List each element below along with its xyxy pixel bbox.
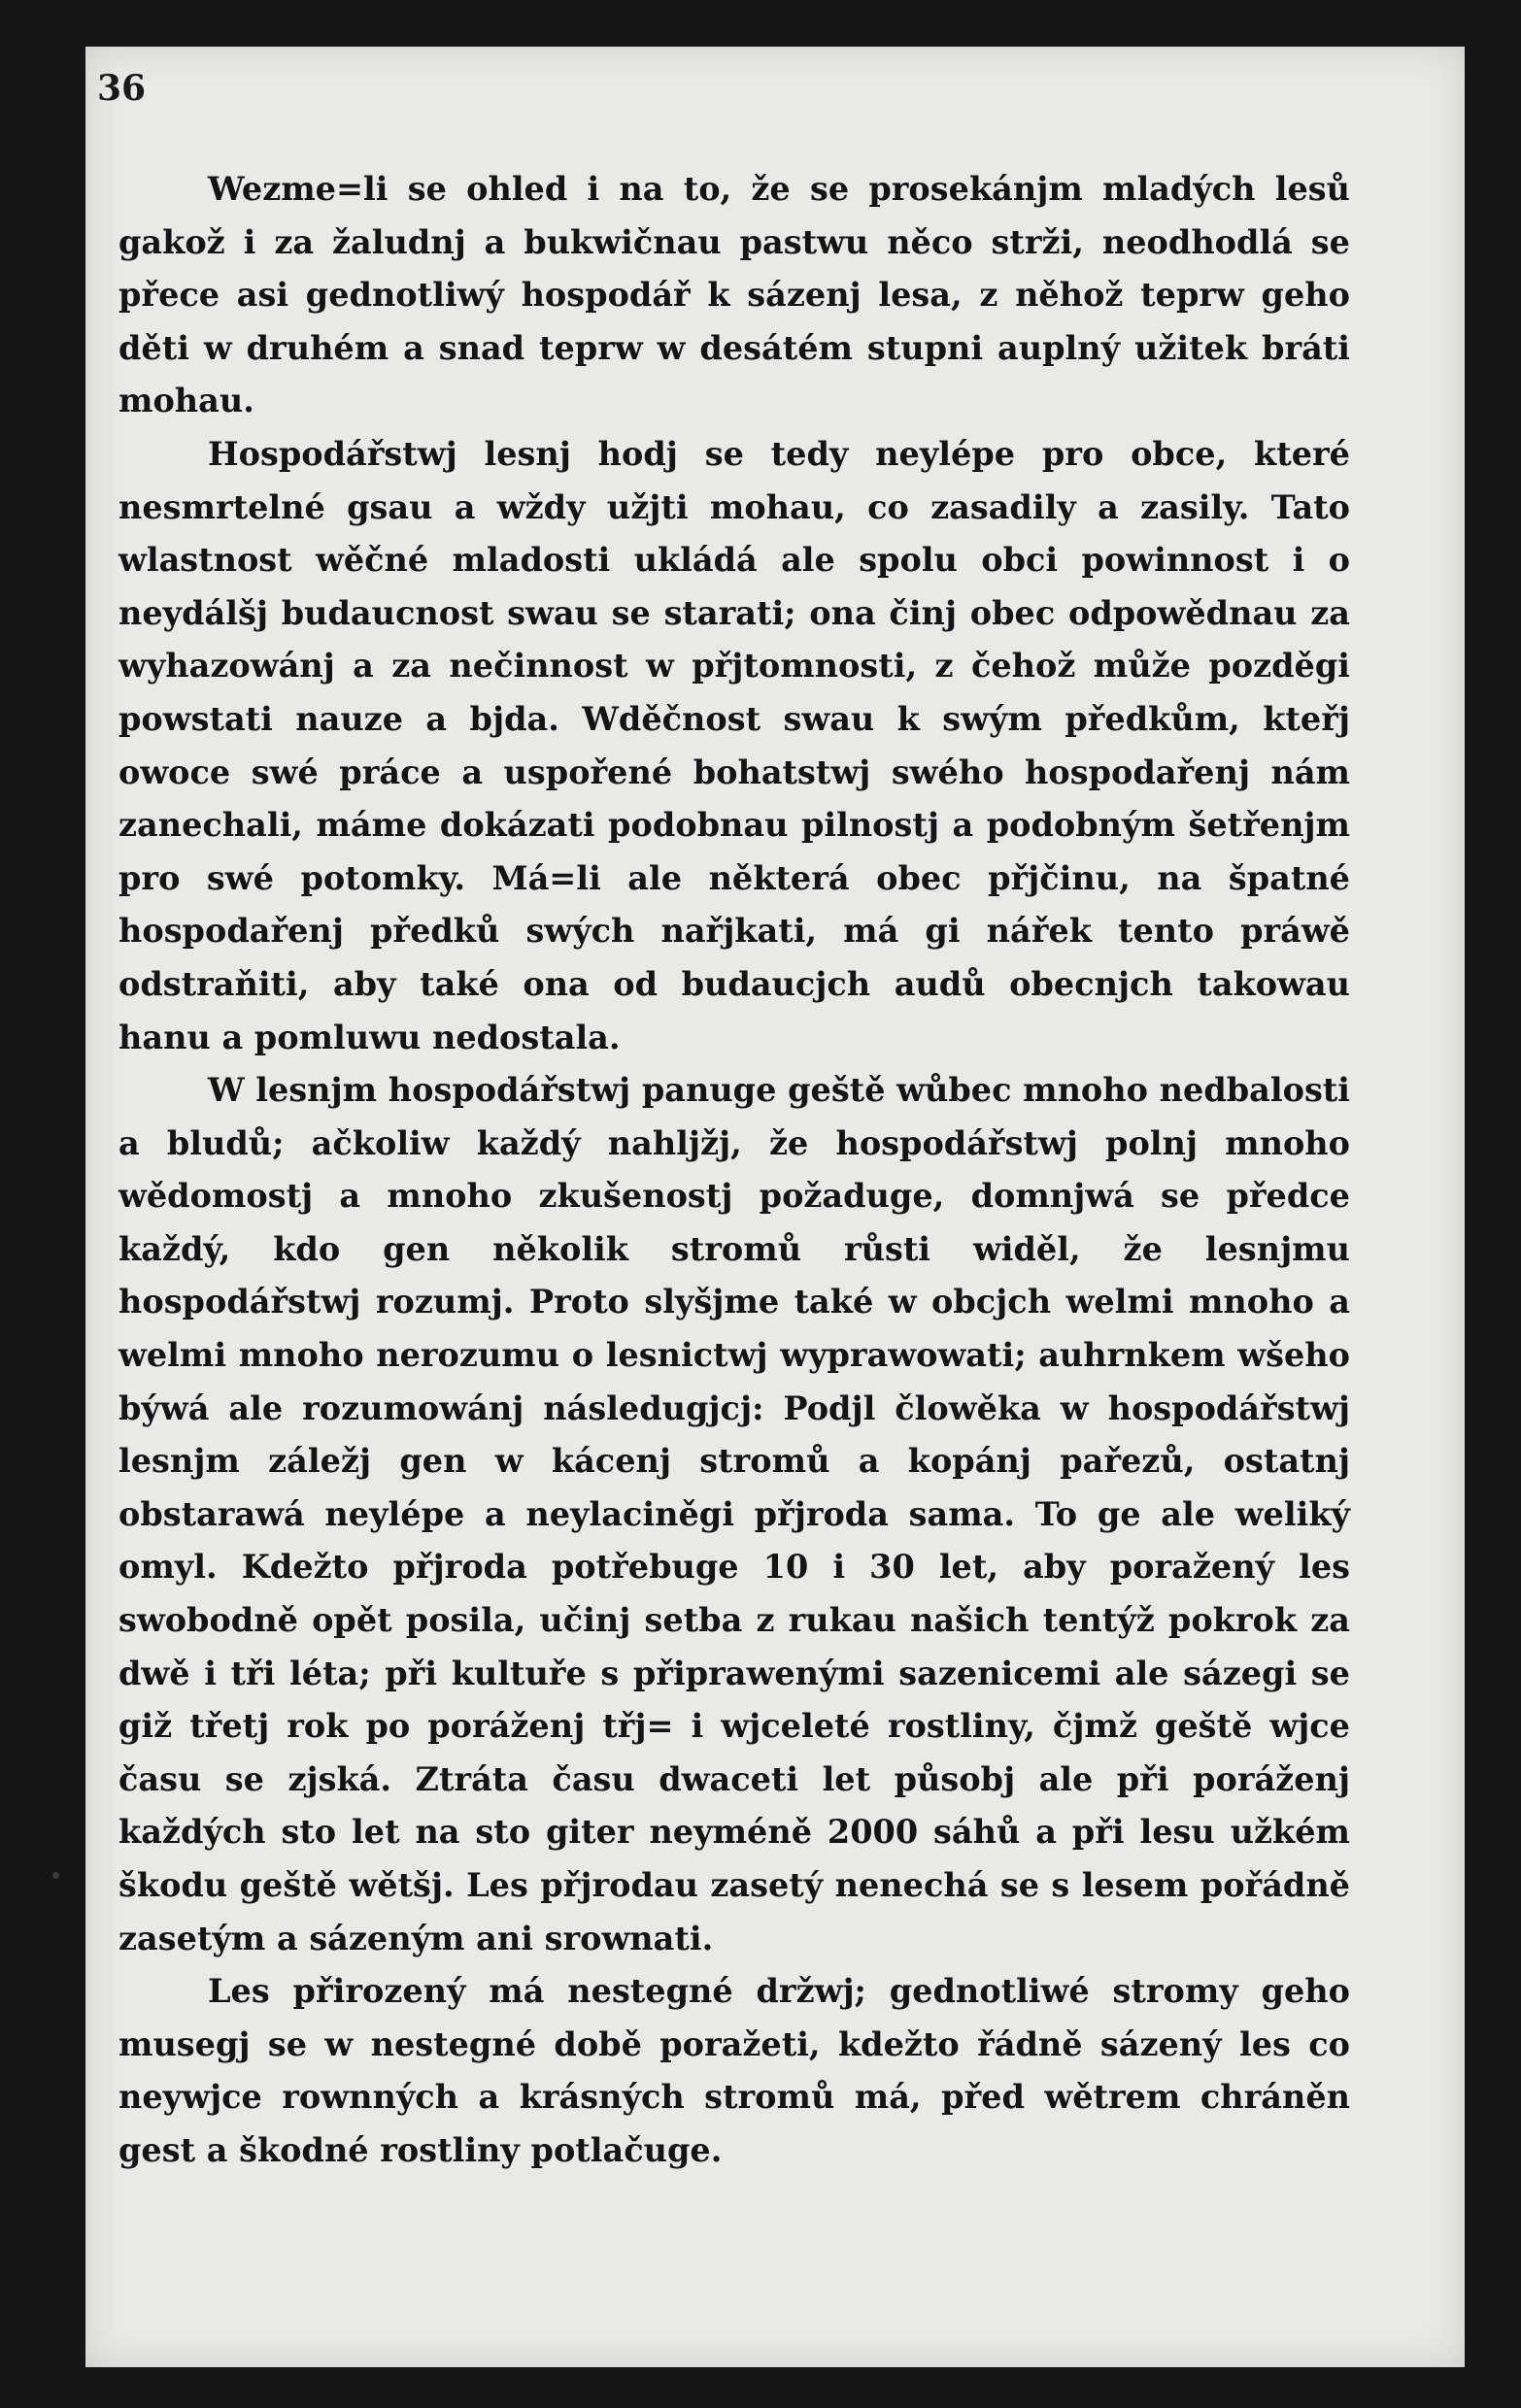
paragraph-2: Hospodářstwj lesnj hodj se tedy neylépe pro obce, které nesmrtelné gsau a wždy užjti mohau, co zasadily a zasily. Tato wlastnost wěčné mladosti ukládá ale spolu obci powinnost i o neydálšj budaucnost swau se starati; ona činj obec odpowědnau za wyhazowánj a za nečinnost w přjtomnosti, z čehož může pozděgi powstati nauze a bjda. Wděčnost swau k swým předkům, kteřj owoce swé práce a uspořené bohatstwj swého hospodařenj nám zanechali, máme dokázati podobnau pilnostj a podobným šetřenjm pro swé potomky. Má=li ale některá obec přjčinu, na špatné hospodařenj předků swých nařjkati, má gi nářek tento práwě odstraňiti, aby také ona od budaucjch audů obecnjch takowau hanu a pomluwu nedostala. [118,434,1350,1056]
margin-dot [52,1872,59,1879]
paragraph-3: W lesnjm hospodářstwj panuge geště wůbec mnoho nedbalosti a bludů; ačkoliw každý nahljžj, že hospodářstwj polnj mnoho wědomostj a mnoho zkušenostj požaduge, domnjwá se předce každý, kdo gen několik stromů růsti widěl, že lesnjmu hospodářstwj rozumj. Proto slyšjme také w obcjch welmi mnoho a welmi mnoho nerozumu o lesnictwj wyprawowati; auhrnkem wšeho býwá ale rozumowánj následugjcj: Podjl člowěka w hospodářstwj lesnjm záležj gen w kácenj stromů a kopánj pařezů, ostatnj obstarawá neylépe a neylaciněgi přjroda sama. To ge ale weliký omyl. Kdežto přjroda potřebuge 10 i 30 let, aby poražený les swobodně opět posila, učinj setba z rukau našich tentýž pokrok za dwě i tři léta; při kultuře s připrawenými sazenicemi ale sázegi se giž třetj rok po poráženj třj= i wjceleté rostliny, čjmž geště wjce času se zjská. Ztráta času dwaceti let působj ale při poráženj každých sto let na sto giter neyméně 2000 sáhů a při lesu užkém škodu geště wětšj. Les přjrodau zasetý nenechá se s lesem pořádně zasetým a sázeným ani srownati. [118,1071,1350,1957]
paragraph-1: Wezme=li se ohled i na to, že se prosekánjm mladých lesů gakož i za žaludnj a bukwičnau pastwu něco strži, neodhodlá se přece asi gednotliwý hospodář k sázenj lesa, z něhož teprw geho děti w druhém a snad teprw w desátém stupni auplný užitek bráti mohau. [118,170,1350,420]
body-text [118,163,1350,2178]
paragraph-4: Les přirozený má nestegné držwj; gednotliwé stromy geho musegj se w nestegné době poražeti, kdežto řádně sázený les co neywjce rownných a krásných stromů má, před wětrem chráněn gest a škodné rostliny potlačuge. [118,1972,1350,2169]
page-number: 36 [97,68,147,109]
